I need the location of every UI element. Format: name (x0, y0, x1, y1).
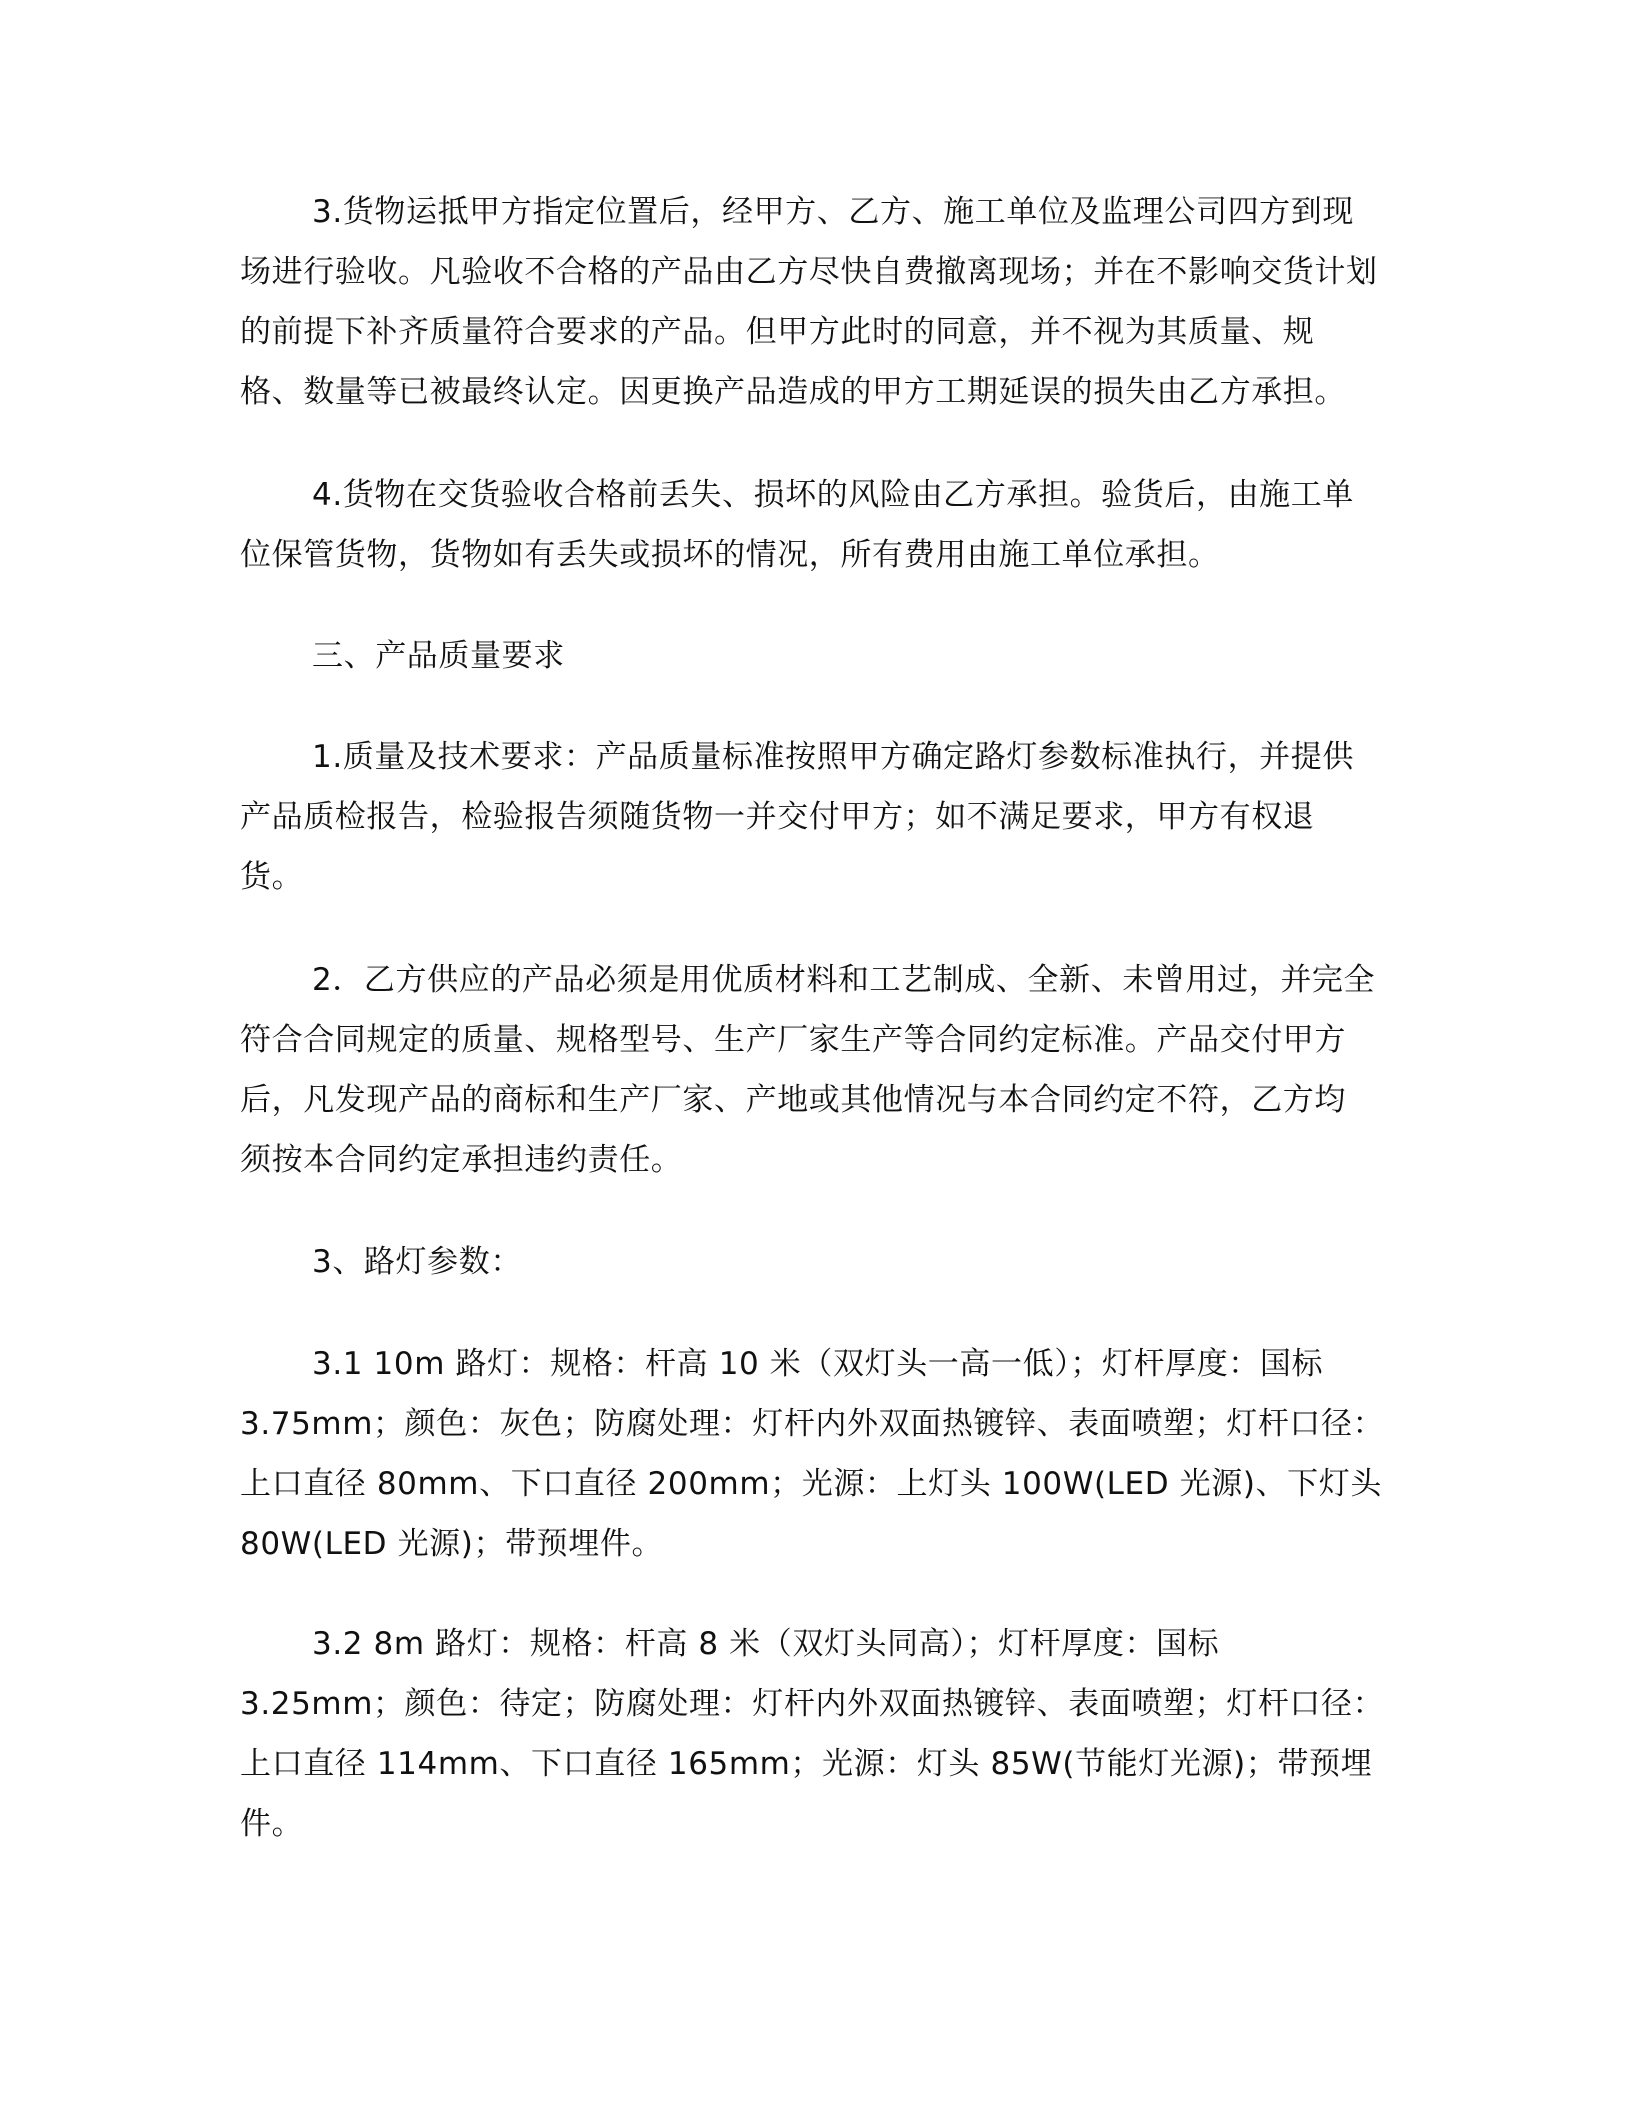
quality-clause-2-line-2: 符合合同规定的质量、规格型号、生产厂家生产等合同约定标准。产品交付甲方 (240, 1022, 1346, 1058)
quality-clause-2-line-1: 2．乙方供应的产品必须是用优质材料和工艺制成、全新、未曾用过，并完全 (312, 962, 1376, 998)
spec-10m-light-line-3: 上口直径 80mm、下口直径 200mm；光源：上灯头 100W(LED 光源)、下灯头 (240, 1466, 1382, 1502)
spec-8m-light-line-3: 上口直径 114mm、下口直径 165mm；光源：灯头 85W(节能灯光源)；带预埋 (240, 1746, 1373, 1782)
clause-3-delivery-line-3: 的前提下补齐质量符合要求的产品。但甲方此时的同意，并不视为其质量、规 (240, 314, 1315, 350)
street-light-params-heading: 3、路灯参数： (312, 1244, 522, 1280)
spec-10m-light-line-4: 80W(LED 光源)；带预埋件。 (240, 1526, 664, 1562)
clause-3-delivery-line-2: 场进行验收。凡验收不合格的产品由乙方尽快自费撤离现场；并在不影响交货计划 (240, 254, 1378, 290)
section-heading-quality: 三、产品质量要求 (312, 638, 565, 674)
clause-3-delivery-line-4: 格、数量等已被最终认定。因更换产品造成的甲方工期延误的损失由乙方承担。 (240, 374, 1346, 410)
quality-clause-1-line-1: 1.质量及技术要求：产品质量标准按照甲方确定路灯参数标准执行，并提供 (312, 739, 1354, 775)
clause-4-risk-line-1: 4.货物在交货验收合格前丢失、损坏的风险由乙方承担。验货后，由施工单 (312, 477, 1354, 513)
spec-8m-light-line-4: 件。 (240, 1806, 304, 1842)
clause-4-risk-line-2: 位保管货物，货物如有丢失或损坏的情况，所有费用由施工单位承担。 (240, 537, 1220, 573)
quality-clause-1-line-2: 产品质检报告，检验报告须随货物一并交付甲方；如不满足要求，甲方有权退 (240, 799, 1315, 835)
quality-clause-1-line-3: 货。 (240, 859, 304, 895)
clause-3-delivery-line-1: 3.货物运抵甲方指定位置后，经甲方、乙方、施工单位及监理公司四方到现 (312, 194, 1354, 230)
spec-8m-light-line-1: 3.2 8m 路灯：规格：杆高 8 米（双灯头同高）；灯杆厚度：国标 (312, 1626, 1220, 1662)
spec-8m-light-line-2: 3.25mm；颜色：待定；防腐处理：灯杆内外双面热镀锌、表面喷塑；灯杆口径： (240, 1686, 1385, 1722)
quality-clause-2-line-3: 后，凡发现产品的商标和生产厂家、产地或其他情况与本合同约定不符，乙方均 (240, 1082, 1346, 1118)
spec-10m-light-line-1: 3.1 10m 路灯：规格：杆高 10 米（双灯头一高一低）；灯杆厚度：国标 (312, 1346, 1324, 1382)
spec-10m-light-line-2: 3.75mm；颜色：灰色；防腐处理：灯杆内外双面热镀锌、表面喷塑；灯杆口径： (240, 1406, 1385, 1442)
quality-clause-2-line-4: 须按本合同约定承担违约责任。 (240, 1142, 683, 1178)
